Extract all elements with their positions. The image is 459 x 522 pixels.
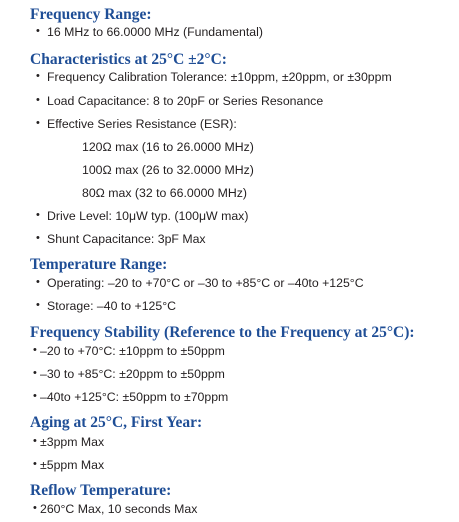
bullet: • (33, 390, 37, 402)
bullet: • (36, 117, 40, 129)
bullet: • (36, 276, 40, 288)
aging-item: ±5ppm Max (40, 458, 105, 472)
stability-item: –40to +125°C: ±50ppm to ±70ppm (40, 390, 229, 404)
characteristics-heading: Characteristics at 25°C ±2°C: (30, 51, 227, 68)
stability-item: –20 to +70°C: ±10ppm to ±50ppm (40, 344, 225, 358)
reflow-temperature-heading: Reflow Temperature: (30, 482, 172, 499)
calibration-tolerance-item: Frequency Calibration Tolerance: ±10ppm, ±20ppm, or ±30ppm (47, 70, 392, 84)
frequency-stability-heading: Frequency Stability (Reference to the Frequency at 25°C): (30, 324, 415, 341)
temperature-range-heading: Temperature Range: (30, 256, 168, 273)
bullet: • (36, 25, 40, 37)
bullet: • (36, 94, 40, 106)
stability-item: –30 to +85°C: ±20ppm to ±50ppm (40, 367, 225, 381)
bullet: • (33, 458, 37, 470)
operating-temp-item: Operating: –20 to +70°C or –30 to +85°C or –40to +125°C (47, 276, 364, 290)
esr-item: Effective Series Resistance (ESR): (47, 117, 237, 131)
storage-temp-item: Storage: –40 to +125°C (47, 299, 177, 313)
bullet: • (36, 299, 40, 311)
bullet: • (36, 232, 40, 244)
bullet: • (36, 70, 40, 82)
frequency-range-heading: Frequency Range: (30, 6, 152, 23)
bullet: • (33, 367, 37, 379)
esr-line: 100Ω max (26 to 32.0000 MHz) (82, 163, 254, 177)
shunt-capacitance-item: Shunt Capacitance: 3pF Max (47, 232, 206, 246)
aging-heading: Aging at 25°C, First Year: (30, 414, 203, 431)
aging-item: ±3ppm Max (40, 435, 105, 449)
frequency-range-item: 16 MHz to 66.0000 MHz (Fundamental) (47, 25, 263, 39)
esr-line: 80Ω max (32 to 66.0000 MHz) (82, 186, 248, 200)
bullet: • (33, 344, 37, 356)
bullet: • (33, 502, 37, 514)
drive-level-item: Drive Level: 10μW typ. (100μW max) (47, 209, 249, 223)
reflow-item: 260°C Max, 10 seconds Max (40, 502, 198, 516)
load-capacitance-item: Load Capacitance: 8 to 20pF or Series Resonance (47, 94, 324, 108)
bullet: • (36, 209, 40, 221)
bullet: • (33, 435, 37, 447)
esr-line: 120Ω max (16 to 26.0000 MHz) (82, 140, 254, 154)
